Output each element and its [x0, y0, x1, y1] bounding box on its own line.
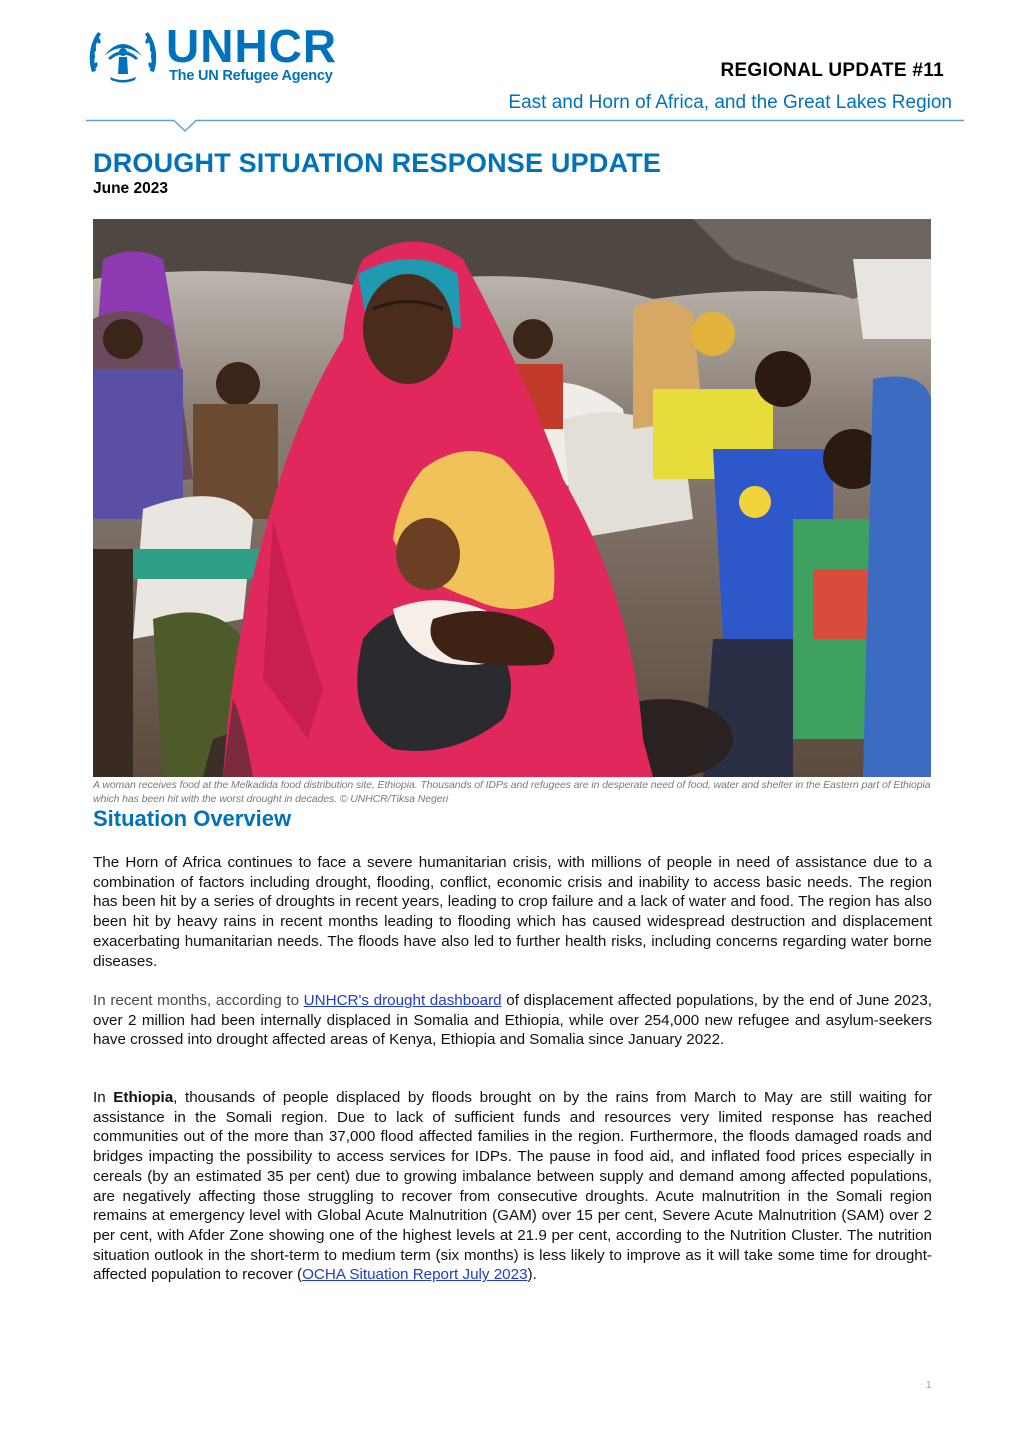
logo-wordmark: UNHCR: [166, 20, 338, 72]
paragraph-text: , thousands of people displaced by floods brought on by the rains from March to May are still waiting for assistance in the Somali region. Due to lack of sufficient funds and resources very limited response has reached communities out of the more than 37,000 flood affected families in the region. Furthermore, the floods damaged roads and bridges impacting the possibility to access services for IDPs. The pause in food aid, and inflated food prices especially in cereals (by an estimated 35 per cent) due to growing imbalance between supply and demand among affected populations, are negatively affecting those struggling to recover from consecutive droughts. Acute malnutrition in the Somali region remains at emergency level with Global Acute Malnutrition (GAM) over 15 per cent, Severe Acute Malnutrition (SAM) over 2 per cent, with Afder Zone showing one of the highest levels at 21.9 per cent, according to the Nutrition Cluster. The nutrition situation outlook in the short-term to medium term (six months) is less likely to improve as it will take some time for drought-affected population to recover (: [93, 1089, 932, 1284]
unhcr-emblem-icon: [86, 22, 160, 84]
cover-photo: [93, 219, 931, 777]
unhcr-logo: [86, 20, 356, 86]
paragraph-text: In: [93, 1089, 114, 1106]
page-number: 1: [926, 1380, 932, 1391]
paragraph-text: In recent months, according to: [93, 992, 304, 1009]
report-region: East and Horn of Africa, and the Great Lakes Region: [508, 92, 952, 113]
photo-caption: A woman receives food at the Melkadida food distribution site, Ethiopia. Thousands of IDPs and refugees are in desperate need of food, water and shelter in the Eastern part of Ethiopia which has been hit with the worst drought in decades. © UNHCR/Tiksa Negeri: [93, 779, 931, 805]
country-name: Ethiopia: [113, 1089, 174, 1106]
logo-tagline: The UN Refugee Agency: [169, 68, 333, 84]
paragraph-text: of displacement affected populations, by the end of June 2023, over 2 million had been internally displaced in Somalia and Ethiopia, while over 254,000 new refugee and asylum-seekers have crossed into drought affected areas of Kenya, Ethiopia and Somalia since January 2022.: [93, 992, 932, 1049]
paragraph-text: ).: [527, 1266, 537, 1284]
paragraph-ethiopia: [93, 1088, 932, 1285]
ocha-report-link[interactable]: OCHA Situation Report July 2023: [302, 1266, 528, 1284]
paragraph-displacement: [93, 991, 932, 1050]
section-heading: Situation Overview: [93, 806, 292, 831]
drought-dashboard-link[interactable]: UNHCR's drought dashboard: [303, 992, 502, 1009]
paragraph-overview: The Horn of Africa continues to face a severe humanitarian crisis, with millions of people in need of assistance due to a combination of factors including drought, flooding, conflict, economic crisis and inability to access basic needs. The region has been hit by a series of droughts in recent years, leading to crop failure and a lack of water and food. The region has also been hit by heavy rains in recent months leading to flooding which has caused widespread destruction and displacement exacerbating humanitarian needs. The floods have also led to further health risks, including concerns regarding water borne diseases.: [93, 854, 932, 970]
document-date: June 2023: [93, 180, 168, 197]
header-divider: [86, 118, 964, 136]
document-title: DROUGHT SITUATION RESPONSE UPDATE: [93, 148, 662, 178]
report-number: REGIONAL UPDATE #11: [720, 60, 944, 81]
